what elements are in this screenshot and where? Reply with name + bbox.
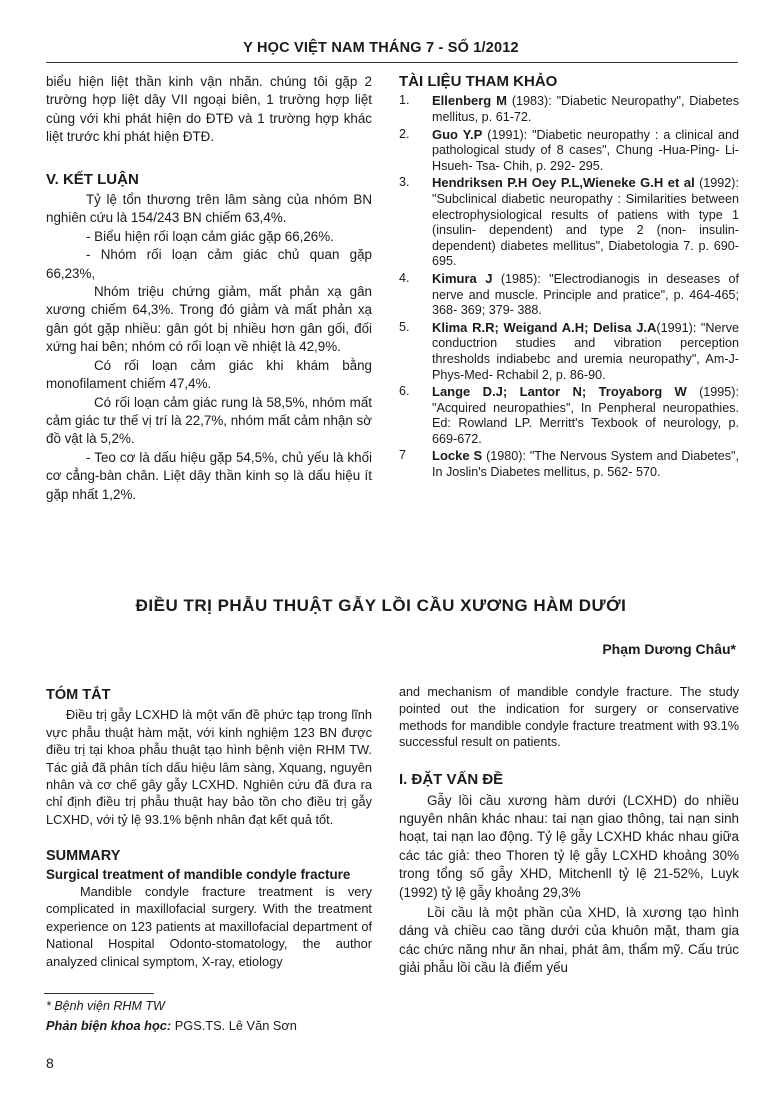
reference-number: 4. — [399, 270, 410, 285]
page-number: 8 — [46, 1055, 54, 1071]
reference-number: 6. — [399, 384, 410, 399]
left-column-bottom — [46, 687, 372, 970]
reference-text: (1980): "The Nervous System and Diabetes", In Joslin's Diabetes mellitus, p. 562- 570. — [432, 449, 739, 480]
reference-item — [399, 384, 739, 447]
conclusion-paragraph: - Teo cơ là dấu hiệu gặp 54,5%, chủ yếu là khối cơ cẳng-bàn chân. Liệt dây thần kinh sọ là dấu hiệu ít gặp nhất 1,2%. — [46, 449, 372, 502]
reference-authors: Guo Y.P — [432, 126, 483, 142]
introduction-heading: I. ĐẶT VẤN ĐỀ — [399, 771, 504, 789]
left-column-top — [46, 73, 372, 504]
header-rule — [46, 62, 738, 63]
reference-text: (1991): "Nerve conductrion studies and vibration perception thresholds indiabebc and uremia neuropathy", Am-J- Phys-Med- Rchabil 2, p. 86-90. — [432, 320, 739, 382]
reference-authors: Ellenberg M — [432, 93, 508, 109]
conclusion-paragraph: Tỷ lệ tổn thương trên lâm sàng của nhóm BN nghiên cứu là 154/243 BN chiếm 63,4%. — [46, 192, 372, 226]
reviewer-name: PGS.TS. Lê Văn Sơn — [174, 1018, 297, 1033]
conclusion-paragraph: Có rối loạn cảm giác rung là 58,5%, nhóm mất cảm giác tư thế vị trí là 22,7%, nhóm mất cảm nhận sờ đồ vật là 5,2%. — [46, 394, 372, 447]
reference-authors: Klima R.R; Weigand A.H; Delisa J.A — [432, 319, 657, 335]
article-author: Phạm Dương Châu* — [602, 641, 736, 657]
reference-list — [399, 93, 739, 480]
reference-text: (1983): "Diabetic Neuropathy", Diabetes mellitus, p. 61-72. — [432, 94, 739, 124]
reviewer-label: Phản biện khoa học: — [46, 1018, 175, 1033]
summary-continued: and mechanism of mandible condyle fracture. The study pointed out the indication for surgery or conservative methods for mandible condyle fracture treatment with 93.1% successful result on patients. — [399, 685, 739, 750]
reference-number: 3. — [399, 175, 410, 190]
introduction-paragraph: Lồi cầu là một phần của XHD, là xương tạo hình dáng và chiều cao tầng dưới của khuôn mặt, tham gia các chức năng như ăn nhai, phát âm, thẩm mỹ. Cấu trúc giải phẫu lồi cầu là điểm yếu — [399, 905, 739, 976]
reference-text: (1995): "Acquired neuropathies", In Penpheral neuropathies. Ed: Rowland LP. Merritt's Texbook of neurology, p. 669-672. — [432, 385, 739, 446]
reference-item — [399, 93, 739, 125]
article-title: ĐIỀU TRỊ PHẪU THUẬT GẪY LỒI CẦU XƯƠNG HÀM DƯỚI — [135, 596, 627, 615]
conclusion-paragraph: - Biểu hiện rối loạn cảm giác gặp 66,26%. — [86, 228, 334, 244]
summary-heading: SUMMARY — [46, 848, 121, 865]
reference-item — [399, 448, 739, 480]
abstract-heading: TÓM TẮT — [46, 687, 111, 703]
conclusion-paragraph: Nhóm triệu chứng giảm, mất phản xạ gân xương chiếm 64,3%. Trong đó giảm và mất phản xạ gân gót gặp nhiều: gân gót bị nhiều hơn gân gối, đối xứng hai bên; nhóm có rối loạn về nhiệt là 42,9%. — [46, 284, 372, 355]
footnote-rule — [44, 993, 154, 994]
reference-item — [399, 320, 739, 383]
running-header: Y HỌC VIỆT NAM THÁNG 7 - SỐ 1/2012 — [243, 40, 519, 56]
reference-authors: Kimura J — [432, 270, 493, 286]
reference-item — [399, 127, 739, 175]
continued-paragraph: biểu hiện liệt thần kinh vận nhãn. chúng tôi gặp 2 trường hợp liệt dây VII ngoại biên, 1 trường hợp liệt cùng với khi phát hiện do ĐTĐ và 1 trường hợp khác liệt trước khi phát hiện ĐTĐ. — [46, 74, 372, 145]
reference-authors: Lange D.J; Lantor N; Troyaborg W — [432, 384, 687, 400]
reference-number: 2. — [399, 126, 410, 141]
conclusion-heading: V. KẾT LUẬN — [46, 170, 139, 188]
reference-text: (1991): "Diabetic neuropathy : a clinical and pathological study of 8 cases", Chung -Hua-Ping- Li- Hsueh- Tsa- Chih, p. 292- 295. — [432, 127, 739, 173]
reference-item — [399, 175, 739, 270]
conclusion-paragraph: - Nhóm rối loạn cảm giác chủ quan gặp 66,23%, — [46, 247, 372, 281]
reference-text: (1985): "Electrodianogis in deseases of nerve and muscle. Principle and pratice", p. 464-465; 368- 369; 379- 388. — [432, 271, 739, 318]
reference-authors: Hendriksen P.H Oey P.L,Wieneke G.H et al — [432, 175, 695, 191]
references-heading: TÀI LIỆU THAM KHẢO — [399, 73, 558, 90]
introduction-paragraph: Gẫy lồi cầu xương hàm dưới (LCXHD) do nhiều nguyên nhân khác nhau: tai nạn giao thông, tai nạn sinh hoạt, tai nạn lao động. Tỷ lệ gẫy LCXHD khác nhau giữa các tác giả: theo Thoren tỷ lệ gẫy LCXHD khoảng 30% trong tổng số gẫy XHD, Mitchenll tỷ lệ 21-52%, Luyk (1992) tỷ lệ gẫy khoảng 29,3% — [399, 792, 739, 900]
references-section — [399, 73, 739, 482]
footnote-reviewer — [46, 1018, 297, 1033]
abstract-paragraph: Điều trị gẫy LCXHD là một vấn đề phức tạp trong lĩnh vực phẫu thuật hàm mặt, với kinh nghiệm 123 BN được điều trị tại khoa phẫu thuật tạo hình bệnh viện RHM TW. Tác giả đã phân tích dấu hiệu lâm sàng, Xquang, nguyên nhân và cơ chế gây gẫy LCXHD. Nghiên cứu đã đưa ra chỉ định điều trị phẫu thuật hay bảo tồn cho điều trị gẫy LCXHD, với tỷ lệ 93.1% bệnh nhân đạt kết quả tốt. — [46, 707, 372, 827]
reference-authors: Locke S — [432, 448, 483, 464]
reference-number: 7 — [399, 448, 407, 463]
summary-subtitle: Surgical treatment of mandible condyle fracture — [46, 866, 351, 882]
reference-text: (1992): "Subclinical diabetic neuropathy : Similarities between electrophysiological results of patiens with type 1 (insulin- dependent) and type 2 (non- insulin- dependent) diabetes mellitus", Diabetologia 7. p. 690-695. — [432, 176, 739, 269]
reference-item — [399, 271, 739, 319]
conclusion-paragraph: Có rối loạn cảm giác khi khám bằng monofilament chiếm 47,4%. — [46, 357, 372, 392]
footnote-affiliation: * Bệnh viện RHM TW — [46, 999, 165, 1013]
right-column-bottom — [399, 684, 739, 978]
reference-number: 5. — [399, 319, 410, 334]
reference-number: 1. — [399, 93, 410, 108]
summary-paragraph: Mandible condyle fracture treatment is very complicated in maxillofacial surgery. With the treatment experience on 123 patients at maxillofacial department of National Hospital Odonto-stomatology, the author analyzed clinical symptom, X-ray, etiology — [46, 884, 372, 969]
